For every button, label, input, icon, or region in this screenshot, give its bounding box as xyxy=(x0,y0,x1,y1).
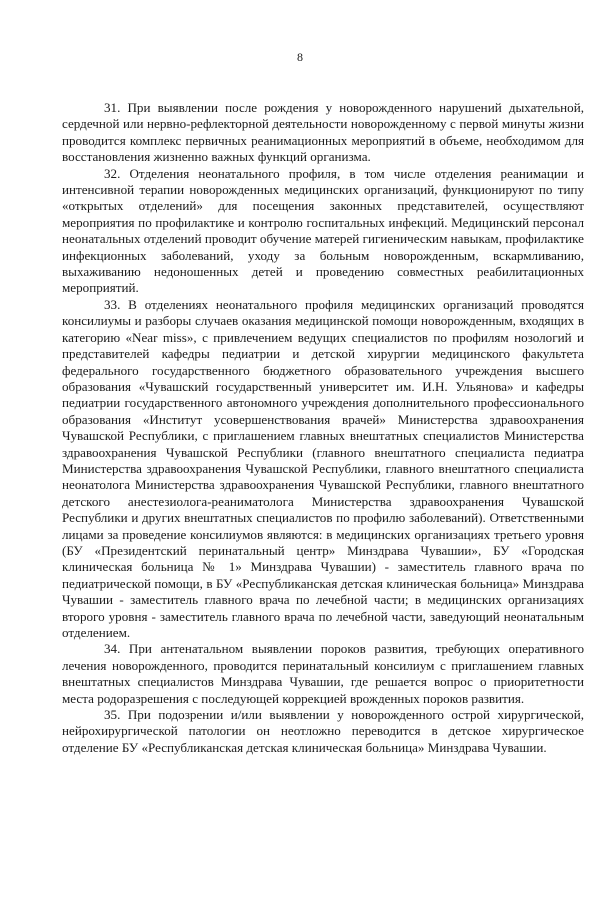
document-body xyxy=(62,100,584,756)
paragraph-35: 35. При подозрении и/или выявлении у новорожденного острой хирургической, нейрохирургической патологии он неотложно переводится в детское хирургическое отделение БУ «Республиканская детская клиническая больница» Минздрава Чувашии. xyxy=(62,707,584,755)
paragraph-31: 31. При выявлении после рождения у новорожденного нарушений дыхательной, сердечной или нервно-рефлекторной деятельности новорожденному с первой минуты жизни проводится комплекс первичных реанимационных мероприятий в объеме, необходимом для восстановления жизненно важных функций организма. xyxy=(62,100,584,165)
paragraph-33: 33. В отделениях неонатального профиля медицинских организаций проводятся консилиумы и разборы случаев оказания медицинской помощи новорожденным, входящих в категорию «Near miss», с привлечением ведущих специалистов по профилям нозологий и представителей кафедры педиатрии и детской хирургии медицинского факультета федерального государственного бюджетного образовательного учреждения высшего образования «Чувашский государственный университет им. И.Н. Ульянова» и кафедры педиатрии государственного автономного учреждения дополнительного профессионального образования «Институт усовершенствования врачей» Министерства здравоохранения Чувашской Республики, с приглашением главных внештатных специалистов Министерства здравоохранения Чувашской Республики (главного внештатного специалиста педиатра Министерства здравоохранения Чувашской Республики, главного внештатного специалиста неонатолога Министерства здравоохранения Чувашской Республики, главного внештатного детского анестезиолога-реаниматолога Министерства здравоохранения Чувашской Республики и других внештатных специалистов по профилю заболеваний). Ответственными лицами за проведение консилиумов являются: в медицинских организациях третьего уровня (БУ «Президентский перинатальный центр» Минздрава Чувашии», БУ «Городская клиническая больница № 1» Минздрава Чувашии) - заместитель главного врача по педиатрической помощи, в БУ «Республиканская детская клиническая больница» Минздрава Чувашии - заместитель главного врача по лечебной части; в медицинских организациях второго уровня - заместитель главного врача по лечебной части, заведующий неонатальным отделением. xyxy=(62,296,584,640)
paragraph-34: 34. При антенатальном выявлении пороков развития, требующих оперативного лечения новорожденного, проводится перинатальный консилиум с приглашением главных внештатных специалистов Минздрава Чувашии, где решается вопрос о приоритетности места родоразрешения с последующей коррекцией врожденных пороков развития. xyxy=(62,641,584,706)
page-number: 8 xyxy=(297,50,303,64)
paragraph-32: 32. Отделения неонатального профиля, в том числе отделения реанимации и интенсивной терапии новорожденных медицинских организаций, функционируют по типу «открытых отделений» для посещения законных представителей, осуществляют мероприятия по профилактике и контролю госпитальных инфекций. Медицинский персонал неонатальных отделений проводит обучение матерей гигиеническим навыкам, профилактике инфекционных заболеваний, уходу за больным новорожденным, вскармливанию, выхаживанию недоношенных детей и проведению совместных реабилитационных мероприятий. xyxy=(62,165,584,296)
